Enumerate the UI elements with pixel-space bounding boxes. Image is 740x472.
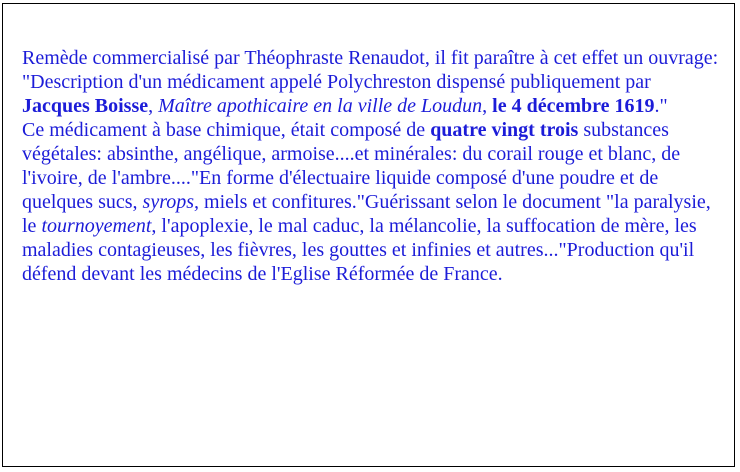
closing-quote: .": [654, 95, 668, 117]
syrops-word: syrops,: [142, 191, 200, 213]
composition-text: , l'apoplexie, le mal caduc, la mélancolie, la suffocation de mère, les maladies contagieuses, les fièvres, les gouttes et infinies et autres..."Production qu'il défend devant les médecins de l'Eglise Réformée de France.: [22, 215, 697, 285]
book-title-text: "Description d'un médicament appelé Polychreston dispensé publiquement par: [22, 71, 651, 93]
intro-text: Remède commercialisé par Théophraste Renaudot, il fit paraître à cet effet un ouvrage:: [22, 47, 719, 69]
composition-text: Ce médicament à base chimique, était composé de: [22, 119, 431, 141]
composition-text: miels et confitures."Guérissant selon le document "la paralysie, le: [22, 191, 711, 237]
author-name: Jacques Boisse: [22, 95, 149, 117]
book-title-paragraph: [22, 70, 722, 118]
publication-date: le 4 décembre 1619: [492, 95, 655, 117]
intro-paragraph: [22, 46, 722, 70]
author-role: Maître apothicaire en la ville de Loudun: [158, 95, 483, 117]
tournoyement-word: tournoyement: [41, 215, 152, 237]
separator-text: ,: [482, 95, 493, 117]
text-box-content: [22, 46, 722, 286]
composition-paragraph: [22, 118, 722, 286]
separator-text: ,: [148, 95, 159, 117]
composition-text: substances végétales: absinthe, angélique, armoise....et minérales: du corail rouge et blanc, de l'ivoire, de l'ambre...."En forme d'électuaire liquide composé d'une poudre et de quelques sucs,: [22, 119, 681, 213]
substance-count: quatre vingt trois: [430, 119, 579, 141]
